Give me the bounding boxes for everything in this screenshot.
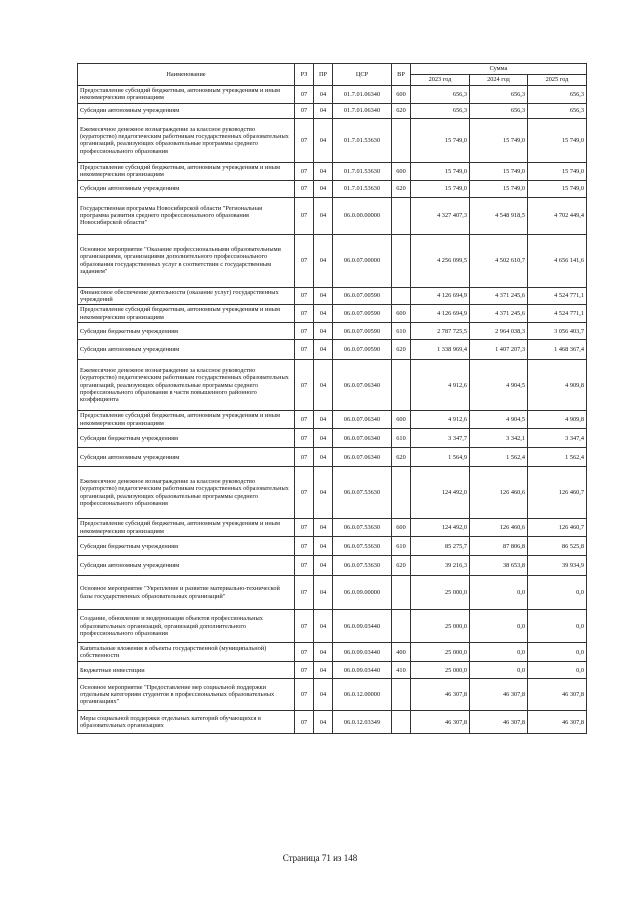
cell-2023: 4 256 099,5 xyxy=(411,234,470,287)
cell-pr: 04 xyxy=(314,448,333,467)
cell-name: Субсидии автономным учреждениям xyxy=(78,180,295,197)
cell-vr xyxy=(392,576,411,610)
cell-2024: 4 548 918,5 xyxy=(470,197,528,234)
table-row xyxy=(78,411,587,429)
cell-rz: 07 xyxy=(295,610,314,643)
cell-rz: 07 xyxy=(295,643,314,662)
cell-vr: 620 xyxy=(392,103,411,118)
header-sum: Сумма xyxy=(411,64,587,75)
table-row xyxy=(78,360,587,411)
cell-rz: 07 xyxy=(295,118,314,162)
cell-2023: 46 307,8 xyxy=(411,679,470,711)
table-row xyxy=(78,103,587,118)
cell-2024: 0,0 xyxy=(470,576,528,610)
cell-rz: 07 xyxy=(295,360,314,411)
cell-pr: 04 xyxy=(314,429,333,448)
table-row xyxy=(78,287,587,305)
table-row xyxy=(78,537,587,556)
cell-pr: 04 xyxy=(314,103,333,118)
cell-pr: 04 xyxy=(314,86,333,104)
cell-csr: 06.0.09.03440 xyxy=(333,662,392,679)
cell-2024: 15 749,0 xyxy=(470,180,528,197)
cell-pr: 04 xyxy=(314,537,333,556)
cell-2024: 15 749,0 xyxy=(470,118,528,162)
cell-name: Основное мероприятие "Предоставление мер социальной поддержки отдельным категориям студентов в профессиональных образовательных организациях" xyxy=(78,679,295,711)
cell-vr xyxy=(392,360,411,411)
cell-vr: 600 xyxy=(392,411,411,429)
cell-rz: 07 xyxy=(295,429,314,448)
cell-2025: 46 307,8 xyxy=(528,711,587,734)
table-row xyxy=(78,448,587,467)
cell-pr: 04 xyxy=(314,711,333,734)
cell-2025: 46 307,8 xyxy=(528,679,587,711)
cell-pr: 04 xyxy=(314,662,333,679)
cell-rz: 07 xyxy=(295,467,314,519)
header-2024: 2024 год xyxy=(470,75,528,86)
cell-2024: 0,0 xyxy=(470,643,528,662)
cell-2025: 15 749,0 xyxy=(528,118,587,162)
cell-2023: 15 749,0 xyxy=(411,162,470,180)
cell-csr: 06.0.07.53630 xyxy=(333,556,392,576)
cell-rz: 07 xyxy=(295,323,314,340)
cell-csr: 01.7.01.53630 xyxy=(333,180,392,197)
cell-2023: 46 307,8 xyxy=(411,711,470,734)
cell-name: Капитальные вложения в объекты государственной (муниципальной) собственности xyxy=(78,643,295,662)
cell-2024: 126 460,6 xyxy=(470,467,528,519)
cell-rz: 07 xyxy=(295,411,314,429)
cell-name: Бюджетные инвестиции xyxy=(78,662,295,679)
cell-2024: 3 342,1 xyxy=(470,429,528,448)
header-2023: 2023 год xyxy=(411,75,470,86)
cell-2024: 46 307,8 xyxy=(470,679,528,711)
cell-2023: 25 000,0 xyxy=(411,610,470,643)
cell-pr: 04 xyxy=(314,576,333,610)
cell-pr: 04 xyxy=(314,610,333,643)
cell-csr: 06.0.07.53630 xyxy=(333,467,392,519)
cell-name: Предоставление субсидий бюджетным, автономным учреждениям и иным некоммерческим организациям xyxy=(78,411,295,429)
cell-vr xyxy=(392,679,411,711)
cell-name: Субсидии автономным учреждениям xyxy=(78,103,295,118)
cell-2023: 85 275,7 xyxy=(411,537,470,556)
cell-pr: 04 xyxy=(314,162,333,180)
cell-vr xyxy=(392,467,411,519)
cell-2023: 124 492,0 xyxy=(411,467,470,519)
budget-document-page xyxy=(77,63,586,734)
cell-2024: 1 562,4 xyxy=(470,448,528,467)
cell-2023: 25 000,0 xyxy=(411,576,470,610)
header-pr: ПР xyxy=(314,64,333,86)
cell-2023: 3 347,7 xyxy=(411,429,470,448)
cell-2024: 87 806,8 xyxy=(470,537,528,556)
cell-name: Субсидии бюджетным учреждениям xyxy=(78,429,295,448)
table-row xyxy=(78,429,587,448)
cell-csr: 06.0.09.03440 xyxy=(333,610,392,643)
cell-2024: 4 904,5 xyxy=(470,411,528,429)
cell-pr: 04 xyxy=(314,643,333,662)
cell-2024: 0,0 xyxy=(470,610,528,643)
cell-pr: 04 xyxy=(314,305,333,323)
cell-2025: 656,3 xyxy=(528,103,587,118)
cell-name: Предоставление субсидий бюджетным, автономным учреждениям и иным некоммерческим организациям xyxy=(78,86,295,104)
cell-2025: 3 056 403,7 xyxy=(528,323,587,340)
cell-csr: 06.0.07.06340 xyxy=(333,411,392,429)
cell-rz: 07 xyxy=(295,662,314,679)
cell-pr: 04 xyxy=(314,467,333,519)
cell-vr: 610 xyxy=(392,323,411,340)
cell-vr: 600 xyxy=(392,519,411,537)
cell-csr: 06.0.07.00590 xyxy=(333,323,392,340)
cell-2023: 4 126 694,9 xyxy=(411,287,470,305)
cell-vr xyxy=(392,711,411,734)
cell-csr: 06.0.07.00590 xyxy=(333,287,392,305)
table-row xyxy=(78,643,587,662)
cell-2024: 4 904,5 xyxy=(470,360,528,411)
header-rz: РЗ xyxy=(295,64,314,86)
cell-2024: 2 964 038,3 xyxy=(470,323,528,340)
table-row xyxy=(78,323,587,340)
cell-name: Субсидии автономным учреждениям xyxy=(78,556,295,576)
cell-2024: 4 371 245,6 xyxy=(470,287,528,305)
cell-pr: 04 xyxy=(314,556,333,576)
cell-name: Финансовое обеспечение деятельности (оказание услуг) государственных учреждений xyxy=(78,287,295,305)
cell-2025: 3 347,4 xyxy=(528,429,587,448)
cell-vr: 610 xyxy=(392,537,411,556)
cell-2025: 4 524 771,1 xyxy=(528,287,587,305)
table-row xyxy=(78,234,587,287)
cell-vr: 620 xyxy=(392,556,411,576)
cell-name: Меры социальной поддержки отдельных категорий обучающихся в образовательных организациях xyxy=(78,711,295,734)
cell-2025: 39 934,9 xyxy=(528,556,587,576)
header-name: Наименование xyxy=(78,64,295,86)
cell-vr: 620 xyxy=(392,180,411,197)
cell-rz: 07 xyxy=(295,305,314,323)
cell-rz: 07 xyxy=(295,103,314,118)
cell-pr: 04 xyxy=(314,519,333,537)
cell-name: Предоставление субсидий бюджетным, автономным учреждениям и иным некоммерческим организациям xyxy=(78,519,295,537)
cell-vr: 400 xyxy=(392,643,411,662)
cell-rz: 07 xyxy=(295,576,314,610)
table-row xyxy=(78,711,587,734)
cell-2025: 4 524 771,1 xyxy=(528,305,587,323)
cell-2023: 15 749,0 xyxy=(411,118,470,162)
cell-rz: 07 xyxy=(295,556,314,576)
cell-pr: 04 xyxy=(314,323,333,340)
cell-rz: 07 xyxy=(295,287,314,305)
cell-vr: 620 xyxy=(392,340,411,360)
cell-csr: 01.7.01.06340 xyxy=(333,86,392,104)
cell-pr: 04 xyxy=(314,679,333,711)
table-row xyxy=(78,305,587,323)
cell-2023: 4 327 407,3 xyxy=(411,197,470,234)
cell-2023: 1 338 969,4 xyxy=(411,340,470,360)
cell-csr: 06.0.07.00000 xyxy=(333,234,392,287)
cell-pr: 04 xyxy=(314,180,333,197)
cell-2024: 126 460,6 xyxy=(470,519,528,537)
cell-2024: 656,3 xyxy=(470,86,528,104)
cell-csr: 06.0.12.00000 xyxy=(333,679,392,711)
cell-2025: 656,3 xyxy=(528,86,587,104)
cell-name: Предоставление субсидий бюджетным, автономным учреждениям и иным некоммерческим организациям xyxy=(78,305,295,323)
page-number: Страница 71 из 148 xyxy=(282,853,358,863)
cell-name: Основное мероприятие "Укрепление и развитие материально-технической базы государственных образовательных организаций" xyxy=(78,576,295,610)
cell-csr: 06.0.07.53630 xyxy=(333,537,392,556)
table-body xyxy=(78,86,587,734)
cell-2023: 25 000,0 xyxy=(411,662,470,679)
cell-vr: 600 xyxy=(392,86,411,104)
cell-vr xyxy=(392,610,411,643)
cell-2023: 656,3 xyxy=(411,86,470,104)
cell-2025: 0,0 xyxy=(528,610,587,643)
header-2025: 2025 год xyxy=(528,75,587,86)
cell-2024: 1 407 207,3 xyxy=(470,340,528,360)
cell-vr xyxy=(392,234,411,287)
cell-vr: 610 xyxy=(392,429,411,448)
cell-2025: 1 468 367,4 xyxy=(528,340,587,360)
cell-name: Государственная программа Новосибирской области "Региональная программа развития среднего профессионального образования Новосибирской области" xyxy=(78,197,295,234)
cell-csr: 01.7.01.53630 xyxy=(333,162,392,180)
cell-2023: 4 912,6 xyxy=(411,360,470,411)
cell-rz: 07 xyxy=(295,86,314,104)
cell-2023: 124 492,0 xyxy=(411,519,470,537)
cell-pr: 04 xyxy=(314,360,333,411)
cell-2025: 4 909,8 xyxy=(528,411,587,429)
table-row xyxy=(78,180,587,197)
cell-2024: 4 502 610,7 xyxy=(470,234,528,287)
table-row xyxy=(78,556,587,576)
cell-2025: 4 702 449,4 xyxy=(528,197,587,234)
cell-rz: 07 xyxy=(295,162,314,180)
table-row xyxy=(78,679,587,711)
cell-2023: 656,3 xyxy=(411,103,470,118)
cell-pr: 04 xyxy=(314,340,333,360)
cell-vr: 600 xyxy=(392,305,411,323)
cell-name: Основное мероприятие "Оказание профессиональными образовательными организациями, организациями дополнительного профессионального образования государственных услуг в соответствии с государственным заданием" xyxy=(78,234,295,287)
cell-2024: 46 307,8 xyxy=(470,711,528,734)
cell-vr xyxy=(392,287,411,305)
cell-2025: 4 656 141,6 xyxy=(528,234,587,287)
cell-name: Субсидии автономным учреждениям xyxy=(78,448,295,467)
cell-2024: 0,0 xyxy=(470,662,528,679)
cell-csr: 06.0.07.06340 xyxy=(333,360,392,411)
cell-vr xyxy=(392,197,411,234)
header-vr: ВР xyxy=(392,64,411,86)
cell-csr: 06.0.07.00590 xyxy=(333,305,392,323)
budget-table xyxy=(77,63,587,734)
cell-rz: 07 xyxy=(295,197,314,234)
cell-vr: 620 xyxy=(392,448,411,467)
cell-name: Ежемесячное денежное вознаграждение за классное руководство (кураторство) педагогическим работникам государственных образовательных организаций, реализующих образовательные программы среднего профессионального образования xyxy=(78,467,295,519)
header-csr: ЦСР xyxy=(333,64,392,86)
cell-rz: 07 xyxy=(295,711,314,734)
cell-2023: 1 564,9 xyxy=(411,448,470,467)
cell-name: Субсидии автономным учреждениям xyxy=(78,340,295,360)
cell-2025: 126 460,7 xyxy=(528,467,587,519)
cell-pr: 04 xyxy=(314,234,333,287)
cell-pr: 04 xyxy=(314,118,333,162)
table-row xyxy=(78,118,587,162)
table-row xyxy=(78,197,587,234)
cell-2024: 4 371 245,6 xyxy=(470,305,528,323)
cell-2025: 0,0 xyxy=(528,576,587,610)
cell-2025: 0,0 xyxy=(528,643,587,662)
cell-rz: 07 xyxy=(295,448,314,467)
cell-csr: 01.7.01.06340 xyxy=(333,103,392,118)
cell-2025: 86 525,8 xyxy=(528,537,587,556)
cell-csr: 06.0.07.53630 xyxy=(333,519,392,537)
cell-csr: 01.7.01.53630 xyxy=(333,118,392,162)
cell-2023: 4 912,6 xyxy=(411,411,470,429)
cell-2023: 2 787 725,5 xyxy=(411,323,470,340)
cell-2024: 656,3 xyxy=(470,103,528,118)
cell-csr: 06.0.00.00000 xyxy=(333,197,392,234)
cell-2025: 126 460,7 xyxy=(528,519,587,537)
cell-name: Предоставление субсидий бюджетным, автономным учреждениям и иным некоммерческим организациям xyxy=(78,162,295,180)
cell-2025: 0,0 xyxy=(528,662,587,679)
table-row xyxy=(78,162,587,180)
cell-csr: 06.0.07.06340 xyxy=(333,429,392,448)
cell-rz: 07 xyxy=(295,679,314,711)
cell-vr: 410 xyxy=(392,662,411,679)
table-row xyxy=(78,86,587,104)
table-row xyxy=(78,576,587,610)
cell-name: Субсидии бюджетным учреждениям xyxy=(78,537,295,556)
cell-rz: 07 xyxy=(295,180,314,197)
cell-csr: 06.0.09.00000 xyxy=(333,576,392,610)
cell-2023: 25 000,0 xyxy=(411,643,470,662)
cell-2023: 15 749,0 xyxy=(411,180,470,197)
cell-rz: 07 xyxy=(295,519,314,537)
table-row xyxy=(78,610,587,643)
cell-2023: 4 126 694,9 xyxy=(411,305,470,323)
cell-name: Ежемесячное денежное вознаграждение за классное руководство (кураторство) педагогическим работникам государственных образовательных организаций, реализующих образовательные программы среднего профессионального образования в части повышенного районного коэффициента xyxy=(78,360,295,411)
table-row xyxy=(78,662,587,679)
cell-2025: 4 909,8 xyxy=(528,360,587,411)
cell-rz: 07 xyxy=(295,537,314,556)
cell-csr: 06.0.07.06340 xyxy=(333,448,392,467)
cell-2025: 15 749,0 xyxy=(528,162,587,180)
cell-2023: 39 216,3 xyxy=(411,556,470,576)
cell-name: Создание, обновление и модернизация объектов профессиональных образовательных организаций, организаций дополнительного профессионального образования xyxy=(78,610,295,643)
cell-pr: 04 xyxy=(314,197,333,234)
table-row xyxy=(78,519,587,537)
cell-pr: 04 xyxy=(314,411,333,429)
cell-rz: 07 xyxy=(295,234,314,287)
cell-rz: 07 xyxy=(295,340,314,360)
cell-2025: 15 749,0 xyxy=(528,180,587,197)
cell-2024: 38 653,8 xyxy=(470,556,528,576)
cell-csr: 06.0.12.03349 xyxy=(333,711,392,734)
table-row xyxy=(78,340,587,360)
cell-vr xyxy=(392,118,411,162)
cell-name: Субсидии бюджетным учреждениям xyxy=(78,323,295,340)
cell-name: Ежемесячное денежное вознаграждение за классное руководство (кураторство) педагогическим работникам государственных образовательных организаций, реализующих образовательные программы среднего профессионального образования xyxy=(78,118,295,162)
cell-2025: 1 562,4 xyxy=(528,448,587,467)
cell-csr: 06.0.09.03440 xyxy=(333,643,392,662)
cell-vr: 600 xyxy=(392,162,411,180)
table-row xyxy=(78,467,587,519)
cell-2024: 15 749,0 xyxy=(470,162,528,180)
cell-pr: 04 xyxy=(314,287,333,305)
cell-csr: 06.0.07.00590 xyxy=(333,340,392,360)
